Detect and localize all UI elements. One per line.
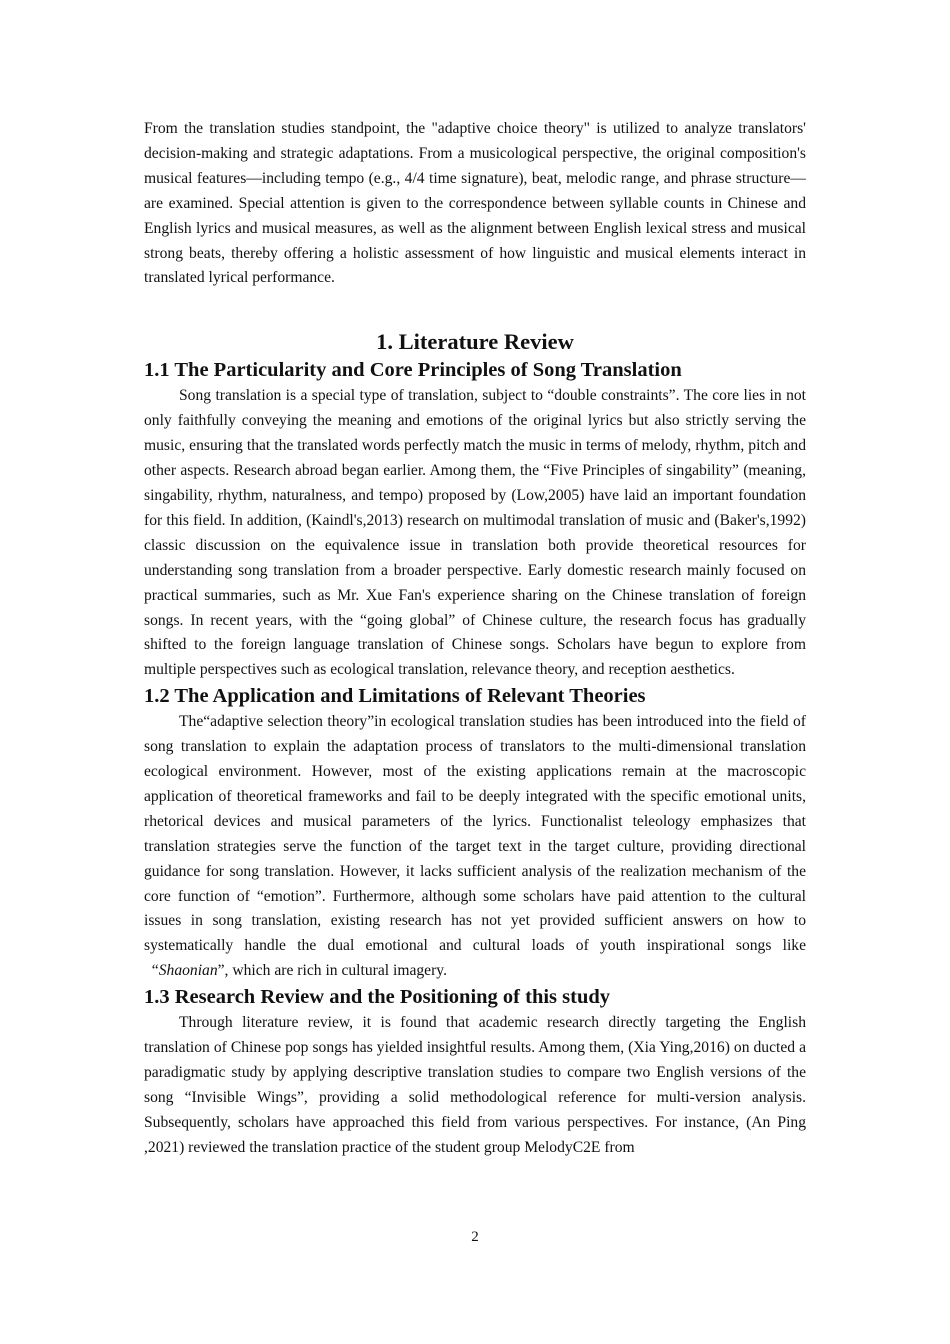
section-title-literature-review: 1. Literature Review	[376, 329, 574, 355]
subsection-1-1-paragraph: Song translation is a special type of translation, subject to “double constraints”. The core lies in not only faithfully conveying the meaning and emotions of the original lyrics but also strictly serving the music, ensuring that the translated words perfectly match the music in terms of melody, rhythm, pitch and other aspects. Research abroad began earlier. Among them, the “Five Principles of singability” (meaning, singability, rhythm, naturalness, and tempo) proposed by (Low,2005) have laid an important foundation for this field. In addition, (Kaindl's,2013) research on multimodal translation of music and (Baker's,1992) classic discussion on the equivalence issue in translation both provide theoretical resources for understanding song translation from a broader perspective. Early domestic research mainly focused on practical summaries, such as Mr. Xue Fan's experience sharing on the Chinese translation of foreign songs. In recent years, with the “going global” of Chinese culture, the research focus has gradually shifted to the foreign language translation of Chinese songs. Scholars have begun to explore from multiple perspectives such as ecological translation, relevance theory, and reception aesthetics.	[144, 387, 806, 679]
subsection-1-2-text-before: The“adaptive selection theory”in ecological translation studies has been introduced into the field of song translation to explain the adaptation process of translators to the multi-dimensional translation ecological environment. However, most of the existing applications remain at the macroscopic application of theoretical frameworks and fail to be deeply integrated with the specific emotional units, rhetorical devices and musical parameters of the lyrics. Functionalist teleology emphasizes that translation strategies serve the function of the target text in the target culture, providing directional guidance for song translation. However, it lacks sufficient analysis of the realization mechanism of the core function of “emotion”. Furthermore, although some scholars have paid attention to the cultural issues in song translation, existing research has not yet provided sufficient answers on how to systematically handle the dual emotional and cultural loads of youth inspirational songs like “	[144, 713, 806, 980]
subsection-1-2-paragraph	[144, 710, 806, 984]
song-title-italic: Shaonian	[158, 962, 218, 980]
intro-paragraph: From the translation studies standpoint, the "adaptive choice theory" is utilized to analyze translators' decision-making and strategic adaptations. From a musicological perspective, the original composition's musical features—including tempo (e.g., 4/4 time signature), beat, melodic range, and phrase structure—are examined. Special attention is given to the correspondence between syllable counts in Chinese and English lyrics and musical measures, as well as the alignment between English lexical stress and musical strong beats, thereby offering a holistic assessment of how linguistic and musical elements interact in translated lyrical performance.	[144, 120, 806, 287]
page-content	[144, 117, 806, 1161]
subsection-1-3-paragraph: Through literature review, it is found that academic research directly targeting the English translation of Chinese pop songs has yielded insightful results. Among them, (Xia Ying,2016) on ducted a paradigmatic study by applying descriptive translation studies to compare two English versions of the song “Invisible Wings”, providing a solid methodological reference for multi-version analysis. Subsequently, scholars have approached this field from various perspectives. For instance, (An Ping ,2021) reviewed the translation practice of the student group MelodyC2E from	[144, 1014, 806, 1156]
subsection-title-1-1: 1.1 The Particularity and Core Principles of Song Translation	[144, 359, 682, 382]
subsection-title-1-2: 1.2 The Application and Limitations of Relevant Theories	[144, 685, 646, 708]
subsection-title-1-3: 1.3 Research Review and the Positioning of this study	[144, 986, 611, 1009]
page-number: 2	[471, 1229, 479, 1245]
subsection-1-2-text-after: ”, which are rich in cultural imagery.	[217, 962, 447, 980]
